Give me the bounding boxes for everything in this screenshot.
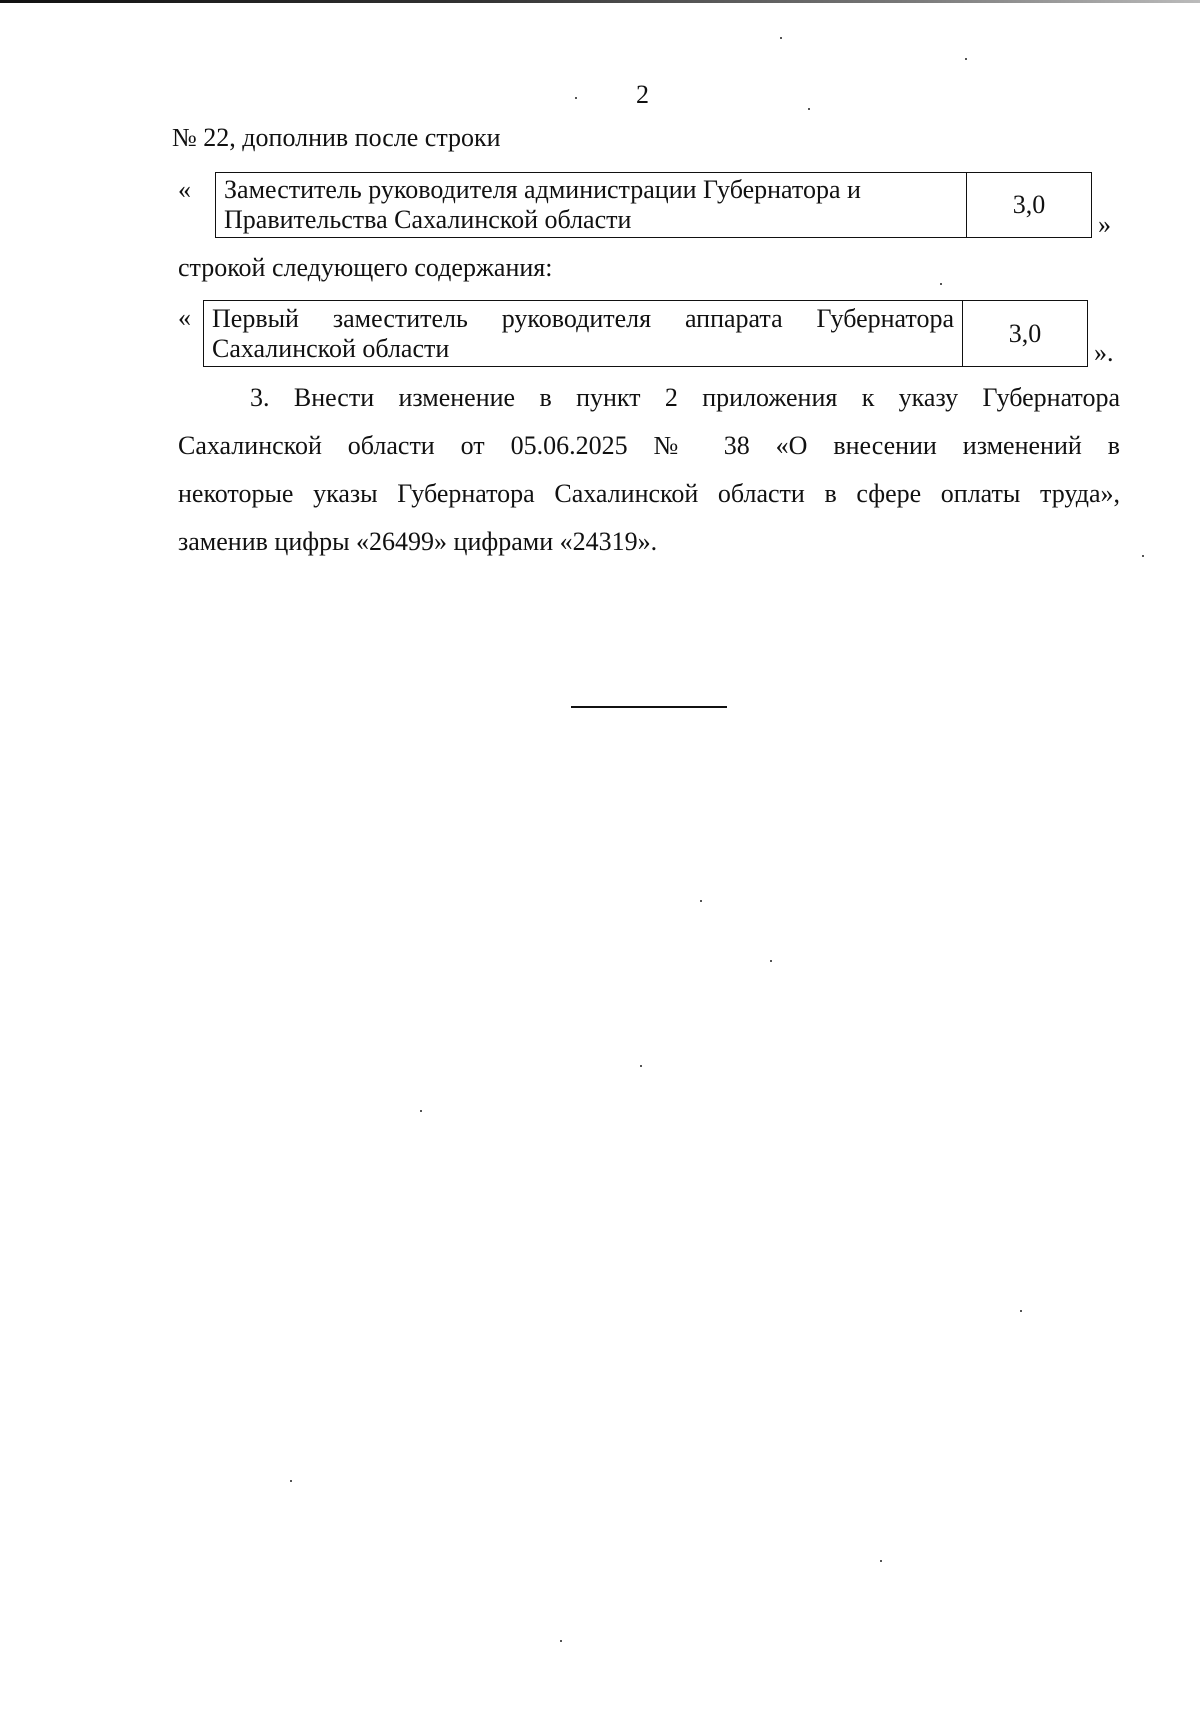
scan-speck [808,108,810,110]
new-row-table [203,300,1088,367]
new-position-name [204,301,963,367]
paragraph3-line1: 3. Внести изменение в пункт 2 приложения к указу Губернатора [250,383,1120,412]
scan-speck [1142,555,1144,557]
page-number: 2 [636,80,649,109]
intro-line: № 22, дополнив после строки [172,123,501,152]
scan-speck [560,1640,562,1642]
open-quote: « [178,303,191,332]
scan-speck [780,37,782,39]
paragraph3-line3: некоторые указы Губернатора Сахалинской области в сфере оплаты труда», [178,479,1120,508]
scan-speck [880,1560,882,1562]
existing-row-table [215,172,1092,238]
scan-speck [965,58,967,60]
new-position-line2: Сахалинской области [212,333,450,363]
paragraph3-line2: Сахалинской области от 05.06.2025 № 38 «О внесении изменений в [178,431,1120,460]
existing-position-line1: Заместитель руководителя администрации Губернатора и [224,175,861,204]
scan-speck [420,1110,422,1112]
new-position-value: 3,0 [963,301,1088,367]
scan-speck [940,283,942,285]
end-separator-line [571,706,727,708]
scan-speck [770,960,772,962]
scan-speck [290,1480,292,1482]
scan-speck [640,1065,642,1067]
open-quote: « [178,175,191,204]
close-quote: » [1098,210,1111,239]
scan-speck [575,97,577,99]
new-position-line1: Первый заместитель руководителя аппарата Губернатора [212,303,954,333]
connector-line: строкой следующего содержания: [178,253,553,282]
close-quote-period: ». [1094,338,1114,367]
paragraph3-line4: заменив цифры «26499» цифрами «24319». [178,527,658,556]
scan-top-edge [0,0,1200,3]
existing-position-name [216,173,967,238]
scan-speck [700,900,702,902]
existing-position-value: 3,0 [967,173,1092,238]
existing-position-line2: Правительства Сахалинской области [224,205,632,234]
scan-speck [1020,1310,1022,1312]
